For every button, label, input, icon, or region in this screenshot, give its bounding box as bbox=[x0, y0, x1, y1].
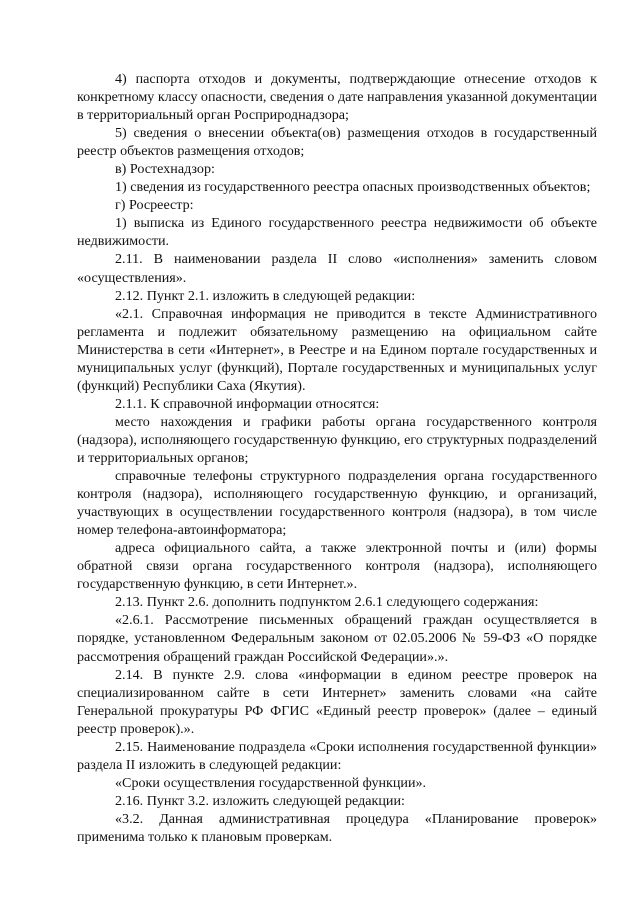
paragraph-2-11: 2.11. В наименовании раздела II слово «исполнения» заменить словом «осуществления». bbox=[77, 251, 597, 286]
paragraph-2-14: 2.14. В пункте 2.9. слова «информации в едином реестре проверок на специализированном сайте в сети Интернет» заменить словами «на сайте Генеральной прокуратуры РФ ФГИС «Единый реестр проверок» (далее – единый реестр проверок).». bbox=[77, 666, 597, 737]
paragraph-3-2: «3.2. Данная административная процедура «Планирование проверок» применима только к плановым проверкам. bbox=[77, 810, 597, 845]
paragraph-2-1-1: 2.1.1. К справочной информации относятся: bbox=[115, 395, 380, 412]
paragraph-waste-register: 5) сведения о внесении объекта(ов) размещения отходов в государственный реестр объектов размещения отходов; bbox=[77, 125, 597, 160]
paragraph-hazardous-objects: 1) сведения из государственного реестра опасных производственных объектов; bbox=[115, 179, 591, 196]
paragraph-waste-passports: 4) паспорта отходов и документы, подтверждающие отнесение отходов к конкретному классу опасности, сведения о дате направления указанной документации в территориальный орган Росприроднадзора; bbox=[77, 71, 597, 124]
paragraph-2-12: 2.12. Пункт 2.1. изложить в следующей редакции: bbox=[115, 287, 416, 304]
paragraph-2-15: 2.15. Наименование подраздела «Сроки исполнения государственной функции» раздела II изложить в следующей редакции: bbox=[77, 738, 597, 773]
paragraph-deadlines-title: «Сроки осуществления государственной функции». bbox=[115, 774, 427, 791]
paragraph-phones: справочные телефоны структурного подразделения органа государственного контроля (надзора), исполняющего государственную функцию, и организаций, участвующих в осуществлении государственного контроля (надзора), в том числе номер телефона-автоинформатора; bbox=[77, 468, 597, 539]
paragraph-2-6-1: «2.6.1. Рассмотрение письменных обращений граждан осуществляется в порядке, установленном Федеральным законом от 02.05.2006 № 59-ФЗ «О порядке рассмотрения обращений граждан Российской Федерации».». bbox=[77, 612, 597, 665]
paragraph-website-email: адреса официального сайта, а также электронной почты и (или) формы обратной связи органа государственного контроля (надзора), исполняющего государственную функцию, в сети Интернет.». bbox=[77, 540, 597, 593]
paragraph-2-16: 2.16. Пункт 3.2. изложить следующей редакции: bbox=[115, 792, 405, 809]
document-page bbox=[77, 70, 597, 846]
paragraph-location-schedule: место нахождения и графики работы органа государственного контроля (надзора), исполняющего государственную функцию, его структурных подразделений и территориальных органов; bbox=[77, 413, 597, 466]
paragraph-2-13: 2.13. Пункт 2.6. дополнить подпунктом 2.6.1 следующего содержания: bbox=[115, 594, 539, 611]
paragraph-rosreestr: г) Росреестр: bbox=[115, 197, 194, 214]
paragraph-rostekhnadzor: в) Ростехнадзор: bbox=[115, 161, 215, 178]
paragraph-2-1-reference-info: «2.1. Справочная информация не приводится в тексте Административного регламента и подлежит обязательному размещению на официальном сайте Министерства в сети «Интернет», в Реестре и на Едином портале государственных и муниципальных услуг (функций), Портале государственных и муниципальных услуг (функций) Республики Саха (Якутия). bbox=[77, 305, 597, 394]
paragraph-egrn-extract: 1) выписка из Единого государственного реестра недвижимости об объекте недвижимости. bbox=[77, 215, 597, 250]
